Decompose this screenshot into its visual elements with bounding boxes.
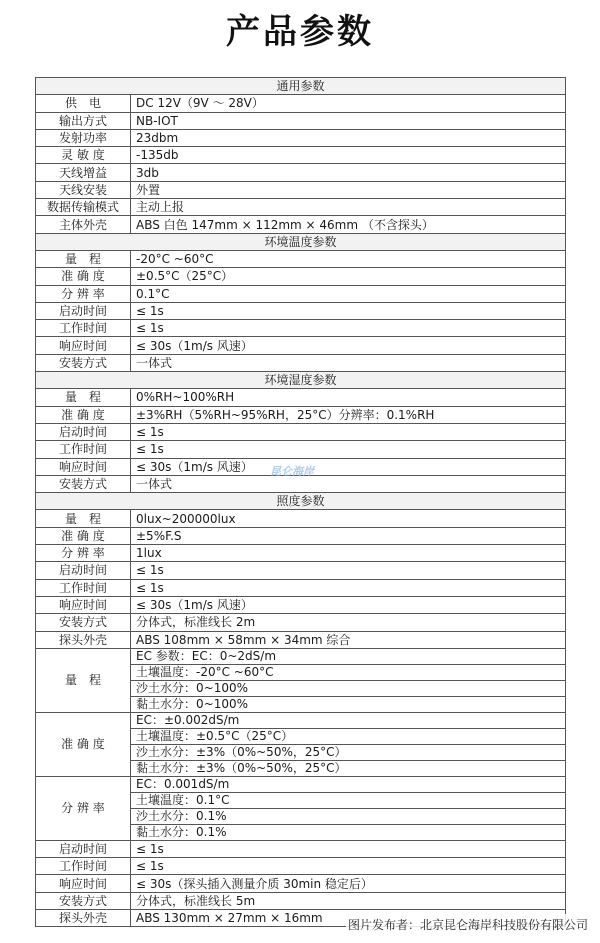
spec-value: -135db bbox=[131, 147, 566, 164]
spec-table bbox=[35, 77, 566, 927]
spec-label: 安装方式 bbox=[36, 614, 131, 631]
spec-label: 工作时间 bbox=[36, 441, 131, 458]
spec-label: 数据传输模式 bbox=[36, 199, 131, 216]
spec-multi-row bbox=[36, 712, 566, 776]
spec-value-line: 沙土水分：0~100% bbox=[131, 681, 565, 697]
spec-table-body bbox=[36, 78, 566, 927]
spec-row bbox=[36, 875, 566, 892]
spec-row bbox=[36, 95, 566, 112]
spec-value-line: 沙土水分：±3%（0%~50%，25°C） bbox=[131, 745, 565, 761]
spec-multi-row bbox=[36, 648, 566, 712]
spec-label: 响应时间 bbox=[36, 458, 131, 475]
spec-row bbox=[36, 840, 566, 857]
spec-label: 响应时间 bbox=[36, 337, 131, 354]
spec-value: ≤ 1s bbox=[131, 579, 566, 596]
spec-value: 分体式，标准线长 2m bbox=[131, 614, 566, 631]
spec-label: 主体外壳 bbox=[36, 216, 131, 233]
spec-value: 0%RH~100%RH bbox=[131, 389, 566, 406]
spec-row bbox=[36, 302, 566, 319]
section-header: 通用参数 bbox=[36, 78, 566, 95]
spec-value-line: EC 参数：EC：0~2dS/m bbox=[131, 649, 565, 665]
spec-row bbox=[36, 199, 566, 216]
spec-label: 分 辨 率 bbox=[36, 776, 131, 840]
section-header: 照度参数 bbox=[36, 493, 566, 510]
spec-value: ABS 白色 147mm × 112mm × 46mm （不含探头） bbox=[131, 216, 566, 233]
spec-value-line: 黏土水分：±3%（0%~50%，25°C） bbox=[136, 760, 347, 775]
spec-row bbox=[36, 892, 566, 909]
spec-row bbox=[36, 614, 566, 631]
spec-row bbox=[36, 389, 566, 406]
spec-value: ≤ 1s bbox=[131, 441, 566, 458]
spec-row bbox=[36, 406, 566, 423]
section-header-row bbox=[36, 493, 566, 510]
section-header-row bbox=[36, 372, 566, 389]
spec-value: ≤ 1s bbox=[131, 423, 566, 440]
spec-row bbox=[36, 337, 566, 354]
spec-label: 启动时间 bbox=[36, 302, 131, 319]
spec-row bbox=[36, 147, 566, 164]
spec-label: 准 确 度 bbox=[36, 406, 131, 423]
spec-row bbox=[36, 579, 566, 596]
spec-label: 工作时间 bbox=[36, 320, 131, 337]
spec-value-line: EC：0.001dS/m bbox=[131, 777, 565, 793]
spec-value: ≤ 30s（1m/s 风速） bbox=[131, 337, 566, 354]
spec-value-group bbox=[131, 648, 566, 712]
spec-row bbox=[36, 596, 566, 613]
spec-label: 探头外壳 bbox=[36, 631, 131, 648]
spec-row bbox=[36, 112, 566, 129]
spec-value: ±5%F.S bbox=[131, 527, 566, 544]
spec-label: 天线安装 bbox=[36, 181, 131, 198]
spec-row bbox=[36, 441, 566, 458]
spec-value: ABS 108mm × 58mm × 34mm 综合 bbox=[131, 631, 566, 648]
spec-row bbox=[36, 631, 566, 648]
spec-label: 量 程 bbox=[36, 510, 131, 527]
spec-label: 量 程 bbox=[36, 648, 131, 712]
section-header-row bbox=[36, 233, 566, 250]
spec-value: ≤ 1s bbox=[131, 562, 566, 579]
spec-row bbox=[36, 562, 566, 579]
spec-value: 1lux bbox=[131, 545, 566, 562]
spec-value: -20°C ~60°C bbox=[131, 250, 566, 267]
spec-label: 分 辨 率 bbox=[36, 545, 131, 562]
spec-label: 工作时间 bbox=[36, 858, 131, 875]
spec-value: ±0.5°C（25°C） bbox=[131, 268, 566, 285]
spec-row bbox=[36, 320, 566, 337]
spec-row bbox=[36, 268, 566, 285]
spec-row bbox=[36, 164, 566, 181]
spec-value-line: 沙土水分：0.1% bbox=[131, 809, 565, 825]
spec-label: 准 确 度 bbox=[36, 527, 131, 544]
spec-value: 23dbm bbox=[131, 129, 566, 146]
spec-value: NB-IOT bbox=[131, 112, 566, 129]
spec-label: 启动时间 bbox=[36, 423, 131, 440]
spec-value-line: 土壤温度：±0.5°C（25°C） bbox=[131, 729, 565, 745]
spec-label: 安装方式 bbox=[36, 354, 131, 371]
spec-value: 一体式 bbox=[131, 475, 566, 492]
spec-value: 分体式，标准线长 5m bbox=[131, 892, 566, 909]
spec-row bbox=[36, 423, 566, 440]
spec-value-line: 土壤温度：0.1°C bbox=[131, 793, 565, 809]
spec-value-group bbox=[131, 712, 566, 776]
spec-value-line: 土壤温度：-20°C ~60°C bbox=[131, 665, 565, 681]
spec-value: 0lux~200000lux bbox=[131, 510, 566, 527]
watermark-logo: 昆仑海岸 bbox=[270, 465, 314, 478]
spec-label: 天线增益 bbox=[36, 164, 131, 181]
spec-value: ≤ 1s bbox=[131, 320, 566, 337]
spec-label: 准 确 度 bbox=[36, 712, 131, 776]
spec-value: 一体式 bbox=[131, 354, 566, 371]
spec-row bbox=[36, 181, 566, 198]
spec-row bbox=[36, 545, 566, 562]
spec-value-line: 黏土水分：0~100% bbox=[136, 696, 248, 711]
spec-row bbox=[36, 250, 566, 267]
section-header-row bbox=[36, 78, 566, 95]
spec-value: ±3%RH（5%RH~95%RH，25°C）分辨率：0.1%RH bbox=[131, 406, 566, 423]
spec-row bbox=[36, 527, 566, 544]
page-title: 产品参数 bbox=[226, 12, 374, 52]
spec-label: 分 辨 率 bbox=[36, 285, 131, 302]
spec-row bbox=[36, 285, 566, 302]
spec-row bbox=[36, 510, 566, 527]
spec-value: DC 12V（9V ～ 28V） bbox=[131, 95, 566, 112]
spec-row bbox=[36, 354, 566, 371]
spec-label: 输出方式 bbox=[36, 112, 131, 129]
spec-value: 3db bbox=[131, 164, 566, 181]
spec-value: ≤ 30s（探头插入测量介质 30min 稳定后） bbox=[131, 875, 566, 892]
spec-row bbox=[36, 216, 566, 233]
spec-value-line: 黏土水分：0.1% bbox=[136, 824, 227, 839]
spec-value-group bbox=[131, 776, 566, 840]
spec-row bbox=[36, 129, 566, 146]
source-caption: 图片发布者：北京昆仑海岸科技股份有限公司 bbox=[346, 914, 590, 935]
spec-label: 响应时间 bbox=[36, 596, 131, 613]
spec-label: 准 确 度 bbox=[36, 268, 131, 285]
spec-label: 安装方式 bbox=[36, 892, 131, 909]
section-header: 环境温度参数 bbox=[36, 233, 566, 250]
spec-value-line: EC：±0.002dS/m bbox=[131, 713, 565, 729]
spec-label: 量 程 bbox=[36, 250, 131, 267]
section-header: 环境湿度参数 bbox=[36, 372, 566, 389]
spec-label: 灵 敏 度 bbox=[36, 147, 131, 164]
spec-value: 外置 bbox=[131, 181, 566, 198]
spec-label: 启动时间 bbox=[36, 840, 131, 857]
spec-label: 工作时间 bbox=[36, 579, 131, 596]
spec-value: ≤ 30s（1m/s 风速） bbox=[131, 596, 566, 613]
spec-label: 响应时间 bbox=[36, 875, 131, 892]
spec-label: 安装方式 bbox=[36, 475, 131, 492]
spec-label: 量 程 bbox=[36, 389, 131, 406]
spec-row bbox=[36, 858, 566, 875]
spec-label: 启动时间 bbox=[36, 562, 131, 579]
spec-value: 0.1°C bbox=[131, 285, 566, 302]
spec-multi-row bbox=[36, 776, 566, 840]
spec-value: ABS 130mm × 27mm × 16mm bbox=[131, 909, 566, 926]
spec-label: 发射功率 bbox=[36, 129, 131, 146]
spec-label: 供 电 bbox=[36, 95, 131, 112]
spec-value: 主动上报 bbox=[131, 199, 566, 216]
spec-value: ≤ 1s bbox=[131, 302, 566, 319]
spec-value: ≤ 1s bbox=[131, 858, 566, 875]
spec-value: ≤ 30s（1m/s 风速） bbox=[131, 458, 566, 475]
spec-value: ≤ 1s bbox=[131, 840, 566, 857]
spec-label: 探头外壳 bbox=[36, 909, 131, 926]
